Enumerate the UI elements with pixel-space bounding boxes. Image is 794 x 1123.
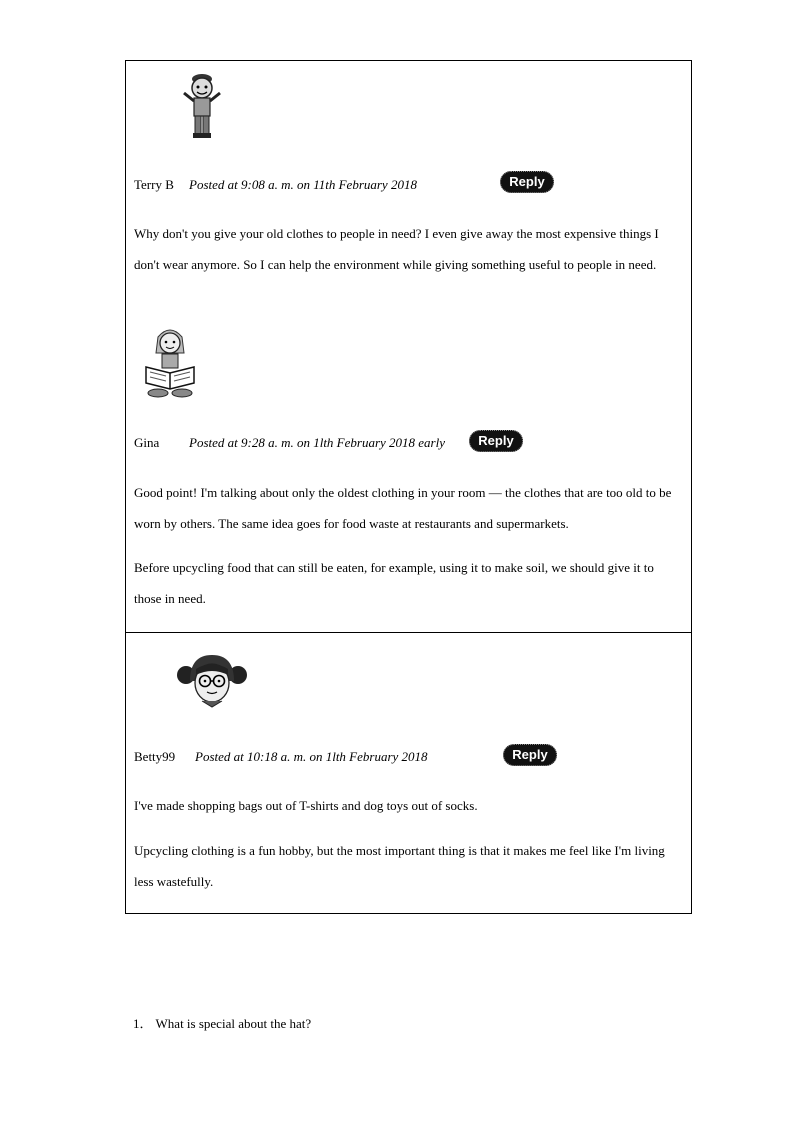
post-timestamp: Posted at 9:28 a. m. on 1lth February 2018 early [189, 435, 445, 450]
reply-button[interactable]: Reply [503, 744, 557, 766]
post-paragraph: Upcycling clothing is a fun hobby, but the most important thing is that it makes me feel like I'm living less wastefully. [134, 843, 665, 889]
post-paragraph: Good point! I'm talking about only the oldest clothing in your room — the clothes that are too old to be worn by others. The same idea goes for food waste at restaurants and supermarkets. [134, 485, 672, 531]
post-body [134, 218, 684, 280]
question-text: What is special about the hat? [155, 1016, 312, 1031]
reply-button[interactable]: Reply [469, 430, 523, 452]
girl-reading-icon [142, 323, 198, 399]
post-paragraph: Why don't you give your old clothes to people in need? I even give away the most expensive things I don't wear anymore. So I can help the environment while giving something useful to people in need. [134, 226, 659, 272]
post-author: Betty99 [134, 749, 176, 764]
girl-with-glasses-icon [176, 651, 248, 711]
post-timestamp: Posted at 9:08 a. m. on 11th February 2018 [189, 177, 417, 192]
boy-waving-icon [180, 71, 224, 141]
post-author: Terry B [134, 177, 174, 192]
post-paragraph: I've made shopping bags out of T-shirts and dog toys out of socks. [134, 798, 478, 813]
question-number: 1． [133, 1016, 153, 1031]
post-timestamp: Posted at 10:18 a. m. on 1lth February 2018 [195, 749, 428, 764]
section-divider [126, 632, 691, 633]
forum-thread [125, 60, 692, 914]
reply-button[interactable]: Reply [500, 171, 554, 193]
post-paragraph: Before upcycling food that can still be eaten, for example, using it to make soil, we should give it to those in need. [134, 560, 654, 606]
question-item [133, 1013, 311, 1032]
post-author: Gina [134, 435, 160, 450]
